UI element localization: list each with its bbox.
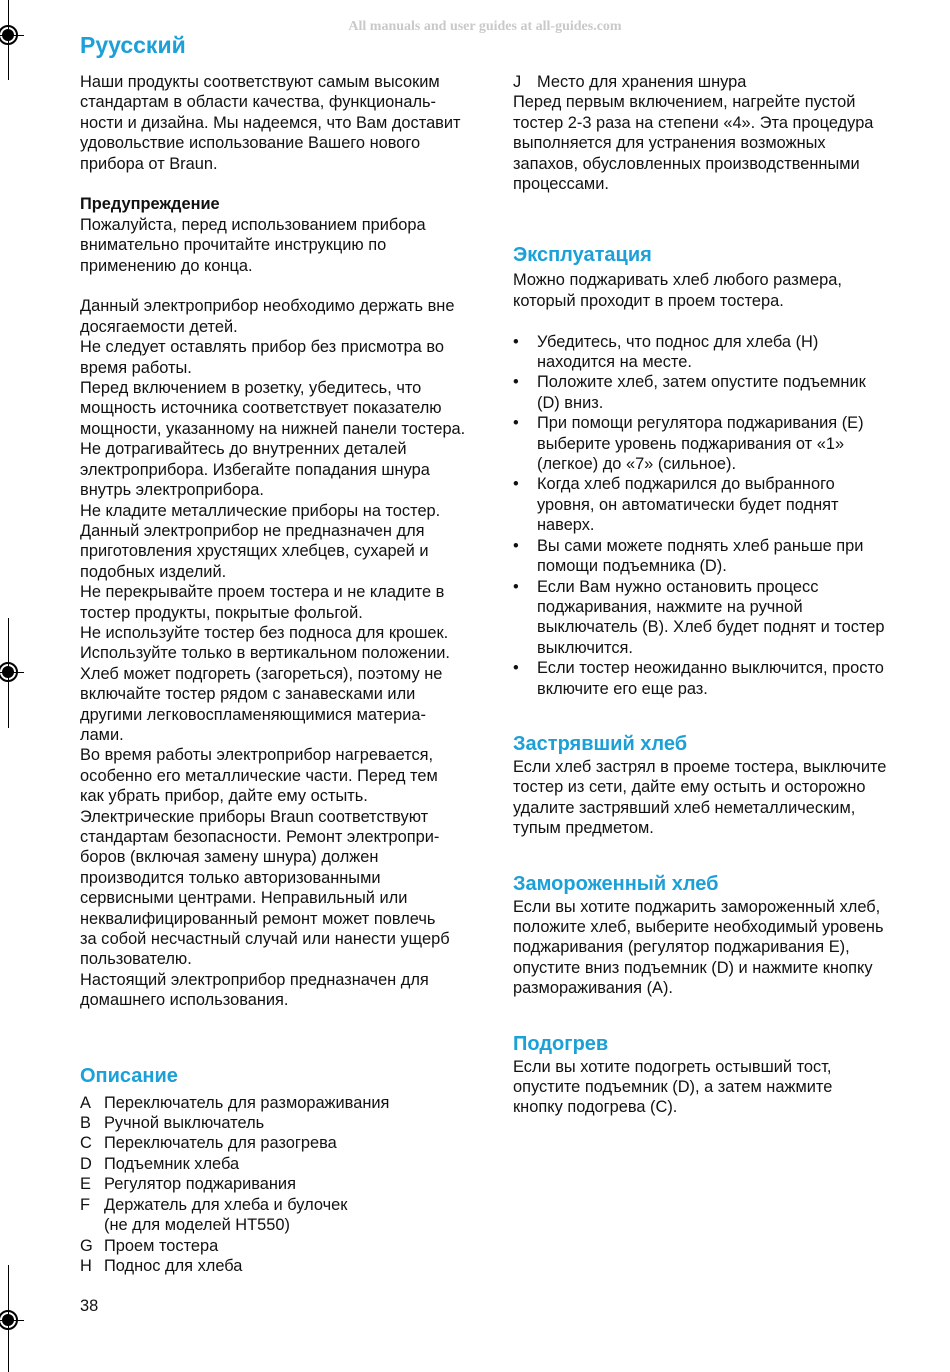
text-line: Не кладите металлические приборы на тостер. — [80, 501, 441, 520]
text-line: Во время работы электроприбор нагревается, — [80, 746, 434, 765]
list-item — [80, 1174, 490, 1194]
operation-heading: Эксплуатация — [513, 244, 652, 267]
list-item — [80, 1236, 490, 1256]
crop-line — [8, 1265, 9, 1372]
text-line: время работы. — [80, 358, 192, 377]
text-line: Перед первым включением, нагрейте пустой — [513, 93, 856, 112]
bullet-item — [513, 372, 933, 413]
item-key: G — [80, 1236, 93, 1255]
text-line: который проходит в проем тостера. — [513, 291, 784, 310]
item-text: Держатель для хлеба и булочек — [104, 1195, 348, 1214]
text-line: включайте тостер рядом с занавесками или — [80, 685, 416, 704]
list-item — [80, 1133, 490, 1153]
text-line: мощности, указанному на нижней панели тостера. — [80, 419, 466, 438]
text-line: Электрические приборы Braun соответствуют — [80, 807, 429, 826]
description-list-continued — [513, 72, 933, 92]
item-key: D — [80, 1154, 92, 1173]
crop-line — [0, 35, 24, 36]
text-line: Перед включением в розетку, убедитесь, что — [80, 379, 422, 398]
list-item — [80, 1154, 490, 1174]
text-line: выключатель (B). Хлеб будет поднят и тостер — [537, 618, 885, 637]
text-line: внутрь электроприбора. — [80, 481, 264, 500]
text-line: выполняется для устранения возможных — [513, 134, 826, 153]
text-line: выключится. — [537, 638, 633, 657]
text-line: Хлеб может подгореть (загореться), поэтому не — [80, 664, 443, 683]
text-line: (легкое) до «7» (сильное). — [537, 455, 737, 474]
text-line: положите хлеб, выберите необходимый уровень — [513, 917, 884, 936]
list-item — [80, 1113, 490, 1133]
text-line: запахов, обусловленных производственными — [513, 154, 860, 173]
text-line: выберите уровень поджаривания от «1» — [537, 434, 845, 453]
text-line: размораживания (A). — [513, 979, 673, 998]
text-line: Если хлеб застрял в проеме тостера, выключите — [513, 757, 887, 776]
text-line: досягаемости детей. — [80, 317, 238, 336]
item-key: J — [513, 73, 522, 91]
item-text: Переключатель для размораживания — [104, 1093, 390, 1112]
text-line: другими легковоспламеняющимися материа- — [80, 705, 426, 724]
text-line: стандартам в области качества, функциональ- — [80, 93, 436, 112]
bullet-item — [513, 536, 933, 577]
text-line: тостер продукты, покрытые фольгой. — [80, 603, 363, 622]
warning-paragraph-1 — [80, 215, 490, 276]
text-line: (D) вниз. — [537, 393, 604, 412]
text-line: • Если Вам нужно остановить процесс — [537, 577, 819, 596]
description-list — [80, 1093, 490, 1277]
bullet-item — [513, 658, 933, 699]
bullet-item — [513, 474, 933, 535]
text-line: ности и дизайна. Мы надеемся, что Вам доставит — [80, 113, 461, 132]
list-item — [80, 1195, 490, 1236]
item-text: Поднос для хлеба — [104, 1256, 243, 1275]
text-line: • Если тостер неожиданно выключится, просто — [537, 659, 884, 678]
text-line: Не следует оставлять прибор без присмотра во — [80, 338, 444, 357]
text-line: как убрать прибор, дайте ему остыть. — [80, 787, 368, 806]
warning-paragraph-2 — [80, 296, 490, 1010]
text-line: боров (включая замену шнура) должен — [80, 848, 379, 867]
text-line: • Вы сами можете поднять хлеб раньше при — [537, 536, 864, 555]
text-line: Пожалуйста, перед использованием прибора — [80, 215, 426, 234]
operation-bullets — [513, 332, 933, 699]
crop-line — [8, 618, 9, 728]
text-line: опустите вниз подъемник (D) и нажмите кнопку — [513, 958, 873, 977]
intro-paragraph — [80, 72, 490, 174]
text-line: тостер из сети, дайте ему остыть и осторожно — [513, 778, 866, 797]
jammed-heading: Застрявший хлеб — [513, 732, 688, 755]
text-line: внимательно прочитайте инструкцию по — [80, 236, 387, 255]
text-line: процессами. — [513, 175, 609, 194]
text-line: удовольствие использование Вашего нового — [80, 134, 421, 153]
text-line: Используйте только в вертикальном положении. — [80, 644, 450, 663]
text-line: Не используйте тостер без подноса для крошек. — [80, 623, 449, 642]
item-text: Место для хранения шнура — [537, 73, 747, 91]
reheat-paragraph — [513, 1057, 933, 1118]
text-line: поджаривания, нажмите на ручной — [537, 597, 803, 616]
text-line: сервисными центрами. Неправильный или — [80, 889, 408, 908]
right-column — [513, 72, 933, 1118]
text-line: подобных изделий. — [80, 562, 227, 581]
bullet-item — [513, 413, 933, 474]
item-key: H — [80, 1256, 92, 1275]
frozen-paragraph — [513, 897, 933, 999]
text-line: • При помощи регулятора поджаривания (E) — [537, 414, 864, 433]
list-item — [80, 1256, 490, 1276]
item-key: E — [80, 1175, 91, 1194]
page-number: 38 — [80, 1297, 99, 1315]
crop-line — [0, 1320, 24, 1321]
text-line: наверх. — [537, 516, 595, 535]
item-key: C — [80, 1134, 92, 1153]
text-line: тостер 2-3 раза на степени «4». Эта процедура — [513, 113, 874, 132]
text-line: пользователю. — [80, 950, 192, 969]
text-line: Не перекрывайте проем тостера и не кладите в — [80, 583, 445, 602]
text-line: опустите подъемник (D), а затем нажмите — [513, 1078, 833, 1097]
text-line: тупым предметом. — [513, 819, 654, 838]
text-line: уровня, он автоматически будет поднят — [537, 495, 839, 514]
text-line: за собой несчастный случай или нанести ущерб — [80, 930, 450, 949]
text-line: Данный электроприбор необходимо держать вне — [80, 297, 455, 316]
text-line: Наши продукты соответствуют самым высоким — [80, 73, 440, 91]
crop-line — [8, 0, 9, 80]
bullet-item — [513, 577, 933, 659]
text-line: стандартам безопасности. Ремонт электропри- — [80, 828, 440, 846]
text-line: электроприбора. Избегайте попадания шнура — [80, 460, 430, 479]
text-line: Если вы хотите поджарить замороженный хлеб, — [513, 897, 881, 916]
item-text: Проем тостера — [104, 1236, 219, 1255]
text-line: применению до конца. — [80, 256, 253, 275]
text-line: лами. — [80, 725, 124, 744]
text-line: • Когда хлеб поджарился до выбранного — [537, 475, 835, 494]
text-line: Если вы хотите подогреть остывший тост, — [513, 1057, 832, 1076]
warning-heading: Предупреждение — [80, 195, 220, 214]
item-text: Переключатель для разогрева — [104, 1134, 337, 1153]
item-key: A — [80, 1093, 91, 1112]
text-line: удалите застрявший хлеб неметаллическим, — [513, 798, 856, 817]
text-line: Данный электроприбор не предназначен для — [80, 521, 425, 540]
watermark: All manuals and user guides at all-guides.com — [348, 19, 622, 34]
jammed-paragraph — [513, 757, 933, 839]
text-line: кнопку подогрева (C). — [513, 1098, 678, 1117]
item-key: B — [80, 1114, 91, 1133]
text-line: • Убедитесь, что поднос для хлеба (H) — [537, 332, 819, 351]
crop-line — [0, 672, 24, 673]
operation-paragraph — [513, 270, 933, 311]
reheat-heading: Подогрев — [513, 1032, 609, 1055]
list-item — [80, 1093, 490, 1113]
text-line: Настоящий электроприбор предназначен для — [80, 970, 429, 989]
bullet-item — [513, 332, 933, 373]
text-line: поджаривания (регулятор поджаривания E), — [513, 938, 850, 957]
item-key: F — [80, 1195, 91, 1214]
item-text: Регулятор поджаривания — [104, 1175, 296, 1194]
first-use-paragraph — [513, 92, 933, 194]
text-line: помощи подъемника (D). — [537, 557, 727, 576]
frozen-heading: Замороженный хлеб — [513, 872, 719, 895]
text-line: Не дотрагивайтесь до внутренних деталей — [80, 440, 407, 459]
item-text: Ручной выключатель — [104, 1114, 265, 1133]
list-item — [513, 72, 933, 92]
item-text: (не для моделей HT550) — [104, 1216, 290, 1235]
text-line: особенно его металлические части. Перед тем — [80, 766, 438, 785]
description-heading: Описание — [80, 1064, 178, 1087]
text-line: прибора от Braun. — [80, 154, 218, 173]
text-line: домашнего использования. — [80, 991, 289, 1010]
text-line: неквалифицированный ремонт может повлечь — [80, 909, 436, 928]
page-title: Руусский — [80, 32, 186, 58]
text-line: приготовления хрустящих хлебцев, сухарей и — [80, 542, 429, 561]
text-line: мощность источника соответствует показателю — [80, 399, 442, 418]
left-column — [80, 72, 490, 1276]
text-line: включите его еще раз. — [537, 679, 708, 698]
text-line: • Положите хлеб, затем опустите подъемник — [537, 373, 866, 392]
text-line: находится на месте. — [537, 353, 692, 372]
text-line: Можно поджаривать хлеб любого размера, — [513, 271, 842, 290]
text-line: производится только авторизованными — [80, 868, 381, 887]
item-text: Подъемник хлеба — [104, 1154, 240, 1173]
